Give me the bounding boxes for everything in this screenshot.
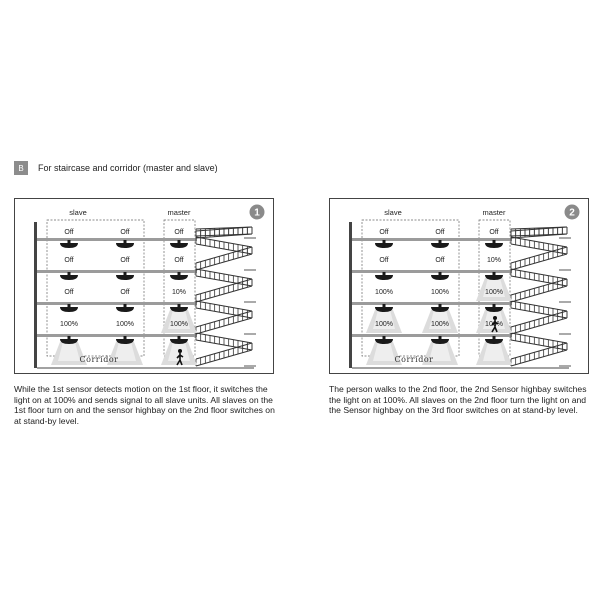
lamp-mount bbox=[124, 272, 127, 275]
lamp-mount bbox=[383, 272, 386, 275]
step-number: 2 bbox=[569, 207, 575, 219]
slave-left-status-floor-1: 100% bbox=[60, 321, 78, 328]
lamp-mount bbox=[178, 304, 181, 307]
floor-slab bbox=[37, 270, 197, 273]
slave-right-status-floor-3: Off bbox=[120, 257, 130, 264]
floor-slab bbox=[352, 334, 512, 337]
lamp-mount bbox=[493, 336, 496, 339]
lamp-mount bbox=[68, 336, 71, 339]
slave-left-status-floor-4: Off bbox=[64, 229, 74, 236]
slave-label: slave bbox=[384, 208, 402, 217]
step-number: 1 bbox=[254, 207, 260, 219]
master-status-floor-4: Off bbox=[489, 229, 499, 236]
diagram-panel-2 bbox=[329, 198, 589, 374]
slave-left-status-floor-2: Off bbox=[64, 289, 74, 296]
slave-left-status-floor-2: 100% bbox=[375, 289, 393, 296]
master-status-floor-1: 100% bbox=[170, 321, 188, 328]
slave-left-status-floor-3: Off bbox=[379, 257, 389, 264]
lamp-mount bbox=[383, 336, 386, 339]
master-status-floor-4: Off bbox=[174, 229, 184, 236]
master-status-floor-1: 100% bbox=[485, 321, 503, 328]
floor-slab bbox=[37, 238, 197, 241]
floor-slab bbox=[352, 238, 512, 241]
slave-right-status-floor-3: Off bbox=[435, 257, 445, 264]
diagram-panel-1 bbox=[14, 198, 274, 374]
master-status-floor-3: 10% bbox=[486, 257, 502, 264]
lamp-mount bbox=[178, 272, 181, 275]
lamp-mount bbox=[493, 272, 496, 275]
master-status-floor-3: Off bbox=[174, 257, 184, 264]
lamp-mount bbox=[439, 272, 442, 275]
master-status-floor-2: 100% bbox=[485, 289, 503, 296]
section-header bbox=[14, 160, 218, 176]
slave-right-status-floor-4: Off bbox=[435, 229, 445, 236]
corridor-label: Corridor bbox=[79, 355, 119, 364]
step-number-badge bbox=[565, 205, 580, 220]
lamp-mount bbox=[493, 240, 496, 243]
master-label: master bbox=[167, 208, 191, 217]
lamp-mount bbox=[493, 304, 496, 307]
lamp-mount bbox=[124, 240, 127, 243]
master-label: master bbox=[482, 208, 506, 217]
lamp-mount bbox=[68, 304, 71, 307]
lamp-mount bbox=[124, 304, 127, 307]
section-title: For staircase and corridor (master and slave) bbox=[38, 163, 218, 173]
lamp-mount bbox=[68, 240, 71, 243]
lamp-mount bbox=[178, 336, 181, 339]
section-badge: B bbox=[14, 161, 28, 175]
caption-panel-2: The person walks to the 2nd floor, the 2nd Sensor highbay switches the light on at 100%. All slaves on the 2nd floor turn the light on and the Sensor highbay on the 3rd floor switches on at stand-by level. bbox=[329, 384, 587, 416]
lamp-mount bbox=[439, 240, 442, 243]
master-status-floor-2: 10% bbox=[171, 289, 187, 296]
floor-slab bbox=[37, 334, 197, 337]
slave-right-status-floor-2: 100% bbox=[431, 289, 449, 296]
lamp-mount bbox=[124, 336, 127, 339]
slave-right-status-floor-1: 100% bbox=[431, 321, 449, 328]
slave-left-status-floor-1: 100% bbox=[375, 321, 393, 328]
lamp-mount bbox=[178, 240, 181, 243]
slave-right-status-floor-1: 100% bbox=[116, 321, 134, 328]
floor-slab bbox=[352, 302, 512, 305]
slave-left-status-floor-3: Off bbox=[64, 257, 74, 264]
lamp-mount bbox=[383, 240, 386, 243]
slave-right-status-floor-2: Off bbox=[120, 289, 130, 296]
building-wall bbox=[349, 222, 352, 368]
step-number-badge bbox=[250, 205, 265, 220]
slave-left-status-floor-4: Off bbox=[379, 229, 389, 236]
building-wall bbox=[34, 222, 37, 368]
slave-right-status-floor-4: Off bbox=[120, 229, 130, 236]
staircase-diagram bbox=[329, 198, 589, 374]
caption-panel-1: While the 1st sensor detects motion on the 1st floor, it switches the light on at 100% and sends signal to all slave units. All slaves on the 1st floor turn on and the sensor highbay on the 2nd floor switches on at stand-by level. bbox=[14, 384, 275, 426]
floor-slab bbox=[352, 270, 512, 273]
lamp-mount bbox=[383, 304, 386, 307]
corridor-label: Corridor bbox=[394, 355, 434, 364]
slave-label: slave bbox=[69, 208, 87, 217]
lamp-mount bbox=[68, 272, 71, 275]
staircase-diagram bbox=[14, 198, 274, 374]
lamp-mount bbox=[439, 304, 442, 307]
lamp-mount bbox=[439, 336, 442, 339]
floor-slab bbox=[37, 302, 197, 305]
